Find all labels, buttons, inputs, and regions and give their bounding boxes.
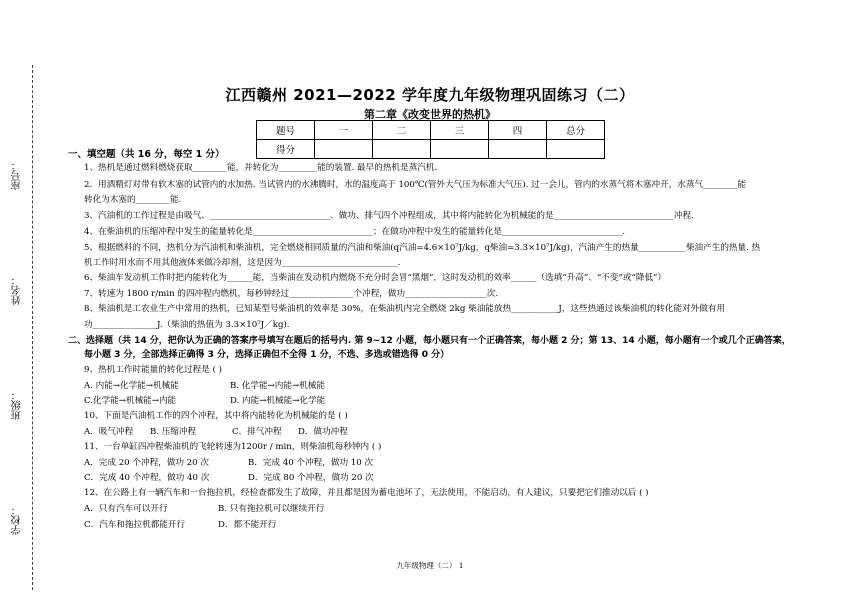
score-header-cell: 总分 bbox=[547, 121, 605, 140]
option: D．做功冲程 bbox=[298, 427, 348, 437]
option: A. 内能→化学能→机械能 bbox=[84, 381, 179, 391]
question-line: 12、在公路上有一辆汽车和一台拖拉机，经检查都发生了故障，并且都是因为蓄电池坏了，无法使用，不能启动，有人建议，只要把它们推动以后 ( ) bbox=[84, 488, 649, 498]
page-title: 江西赣州 2021—2022 学年度九年级物理巩固练习（二） bbox=[225, 86, 635, 104]
score-row-label: 得分 bbox=[257, 140, 315, 159]
option: A．完成 20 个冲程，做功 20 次 bbox=[84, 458, 209, 468]
option: C.化学能→机械能→内能 bbox=[84, 396, 177, 406]
question-line: 8、柴油机是工农业生产中常用的热机，已知某型号柴油机的效率是 30%，在柴油机内完全燃烧 2kg 柴油能放热___________J，这些热通过该柴油机的转化能对外做有用 bbox=[84, 304, 726, 314]
question-line: 转化为木塞的________能. bbox=[84, 195, 182, 205]
section1-heading: 一、填空题（共 16 分，每空 1 分） bbox=[68, 149, 225, 160]
question-line: 6、柴油车发动机工作时把内能转化为______能，当柴油在发动机内燃烧不充分时会冒“黑烟”，这时发动机的效率______（选填“升高”、“不变”或“降低”） bbox=[84, 273, 667, 283]
section2-heading: 二、选择题（共 14 分，把你认为正确的答案序号填写在题后的括号内. 第 9~12 小题，每小题只有一个正确答案，每小题 2 分；第 13、14 小题，每小题有一个或几个正确答案， bbox=[68, 336, 791, 346]
section2-heading-cont: 每小题 3 分，全部选择正确得 3 分，选择正确但不全得 1 分，不选、多选或错选得 0 分） bbox=[84, 350, 450, 360]
score-header-cell: 一 bbox=[315, 121, 373, 140]
question-line: 10、下面是汽油机工作的四个冲程，其中将内能转化为机械能的是 ( ) bbox=[84, 411, 348, 421]
score-cell[interactable] bbox=[315, 140, 373, 159]
page-footer: 九年级物理（二） 1 bbox=[396, 561, 464, 570]
score-header-cell: 题号 bbox=[257, 121, 315, 140]
question-line: 3、汽油机的工作过程是由吸气、____________________________、做功、排气四个冲程组成，其中将内能转化为机械能的是____________________________冲程. bbox=[84, 211, 694, 221]
option: B. 压缩冲程 bbox=[150, 427, 197, 437]
question-line: 1、热机是通过燃料燃烧获取________能，并转化为_________能的装置. 最早的热机是蒸汽机. bbox=[84, 163, 438, 173]
school-label: 学校： bbox=[12, 505, 23, 535]
score-row bbox=[257, 140, 605, 159]
score-table bbox=[256, 120, 605, 159]
chapter-subtitle: 第二章《改变世界的热机》 bbox=[364, 108, 496, 121]
option: D．完成 80 个冲程，做功 20 次 bbox=[248, 473, 374, 483]
name-label: 姓名： bbox=[12, 275, 23, 305]
score-cell[interactable] bbox=[489, 140, 547, 159]
question-line: 功_______________J.（柴油的热值为 3.3×10⁷J／kg). bbox=[84, 320, 290, 330]
question-line: 7、转速为 1800 r/min 的四冲程内燃机，每秒钟经过_______________个冲程，做功___________________次. bbox=[84, 289, 499, 299]
option: B．完成 40 个冲程，做功 10 次 bbox=[248, 458, 374, 468]
option: C．完成 40 个冲程，做功 40 次 bbox=[84, 473, 210, 483]
score-header-cell: 三 bbox=[431, 121, 489, 140]
option: C．汽车和拖拉机都能开行 bbox=[84, 520, 186, 530]
option: A．只有汽车可以开行 bbox=[84, 504, 168, 514]
binding-line bbox=[32, 65, 33, 590]
question-line: 9、热机工作时能量的转化过程是 ( ) bbox=[84, 365, 222, 375]
option: B. 只有拖拉机可以继续开行 bbox=[218, 504, 325, 514]
score-header-cell: 二 bbox=[373, 121, 431, 140]
question-line: 机工作时用水而不用其他液体来做冷却剂，这是因为___________________________. bbox=[84, 258, 401, 268]
score-cell[interactable] bbox=[431, 140, 489, 159]
question-line: 11、一台单缸四冲程柴油机的飞轮转速为1200r / min，则柴油机每秒钟内 ( ) bbox=[84, 442, 382, 452]
option: A．吸气冲程 bbox=[84, 427, 134, 437]
question-line: 5、根据燃料的不同，热机分为汽油机和柴油机，完全燃烧相同质量的汽油和柴油(q汽油=4.6×10⁷J/kg，q柴油=3.3×10⁷J/kg)，汽油产生的热量___________柴油产生的热量. 热 bbox=[84, 243, 761, 253]
question-line: 4、在柴油机的压缩冲程中发生的能量转化是____________________________；在做功冲程中发生的能量转化是____________________________. bbox=[84, 227, 626, 237]
class-label: 班级： bbox=[12, 390, 23, 420]
score-cell[interactable] bbox=[373, 140, 431, 159]
option: B. 化学能→内能→机械能 bbox=[230, 381, 325, 391]
score-cell[interactable] bbox=[547, 140, 605, 159]
score-header-cell: 四 bbox=[489, 121, 547, 140]
option: D．都不能开行 bbox=[218, 520, 277, 530]
seat-label: 座号： bbox=[12, 160, 23, 190]
option: C．排气冲程 bbox=[232, 427, 282, 437]
score-header-row bbox=[257, 121, 605, 140]
option: D. 内能→机械能→化学能 bbox=[230, 396, 326, 406]
question-line: 2．用酒精灯对带有软木塞的试管内的水加热. 当试管内的水沸腾时，水的温度高于 100℃(管外大气压为标准大气压). 过一会儿，管内的水蒸气将木塞冲开，水蒸气________能 bbox=[84, 180, 747, 190]
